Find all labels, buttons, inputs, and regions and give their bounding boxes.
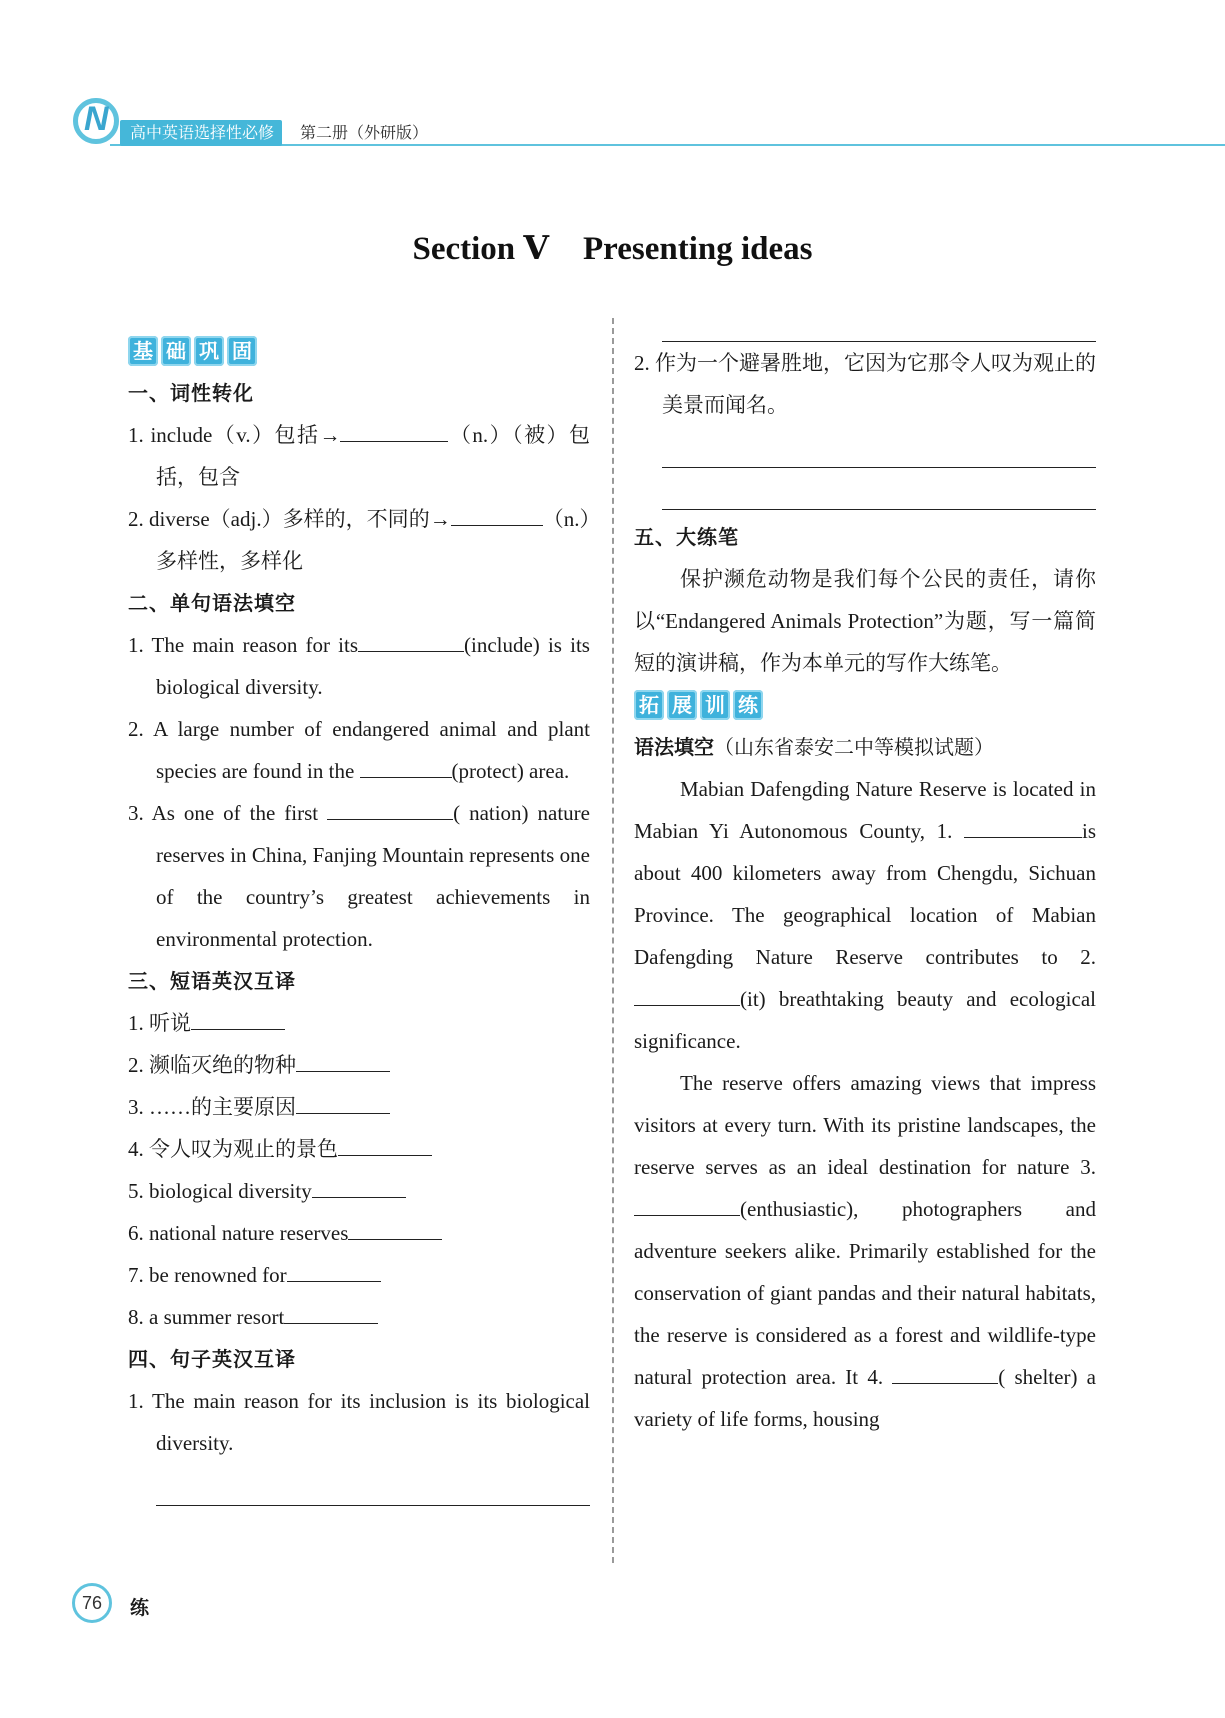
item-text: 2. A large number of endangered animal and plant species are found in the — [128, 717, 590, 783]
column-divider — [612, 318, 614, 1563]
item-text: (protect) area. — [451, 759, 570, 783]
exercise-item — [128, 414, 590, 498]
fill-blank[interactable] — [634, 1193, 740, 1216]
fill-blank[interactable] — [327, 797, 453, 820]
passage-text: (enthusiastic), photographers and adventure seekers alike. Primarily established for the conservation of giant pandas and their natural habitats, the reserve is considered as a forest and wildlife-type natural protection area. It 4. — [634, 1197, 1096, 1389]
answer-line[interactable] — [662, 300, 1096, 342]
badge-basic — [128, 336, 257, 366]
fill-blank[interactable] — [284, 1301, 378, 1324]
passage-text: ( shelter) a variety of life forms, housing — [634, 1365, 1096, 1431]
badge-char: 训 — [700, 690, 730, 720]
badge-char: 基 — [128, 336, 158, 366]
section-title — [0, 228, 1225, 268]
answer-line[interactable] — [662, 468, 1096, 510]
fill-blank[interactable] — [892, 1361, 998, 1384]
sentence-item: 2. 作为一个避暑胜地，它因为它那令人叹为观止的美景而闻名。 — [634, 351, 1096, 417]
badge-char: 展 — [667, 690, 697, 720]
writing-prompt: 保护濒危动物是我们每个公民的责任，请你以“Endangered Animals Protection”为题，写一篇简短的演讲稿，作为本单元的写作大练笔。 — [634, 567, 1096, 675]
badge-char: 巩 — [194, 336, 224, 366]
exercise-item — [128, 708, 590, 792]
phrase-item — [128, 1086, 590, 1128]
passage-text: The reserve offers amazing views that impress visitors at every turn. With its pristine landscapes, the reserve serves as an ideal destination for nature 3. — [634, 1071, 1096, 1179]
cloze-title: 语法填空 — [634, 735, 714, 759]
phrase-item — [128, 1170, 590, 1212]
right-column — [634, 300, 1096, 1440]
fill-blank[interactable] — [634, 983, 740, 1006]
item-text: （n.）多样性，多样化 — [156, 507, 591, 573]
heading-grammar-fill: 二、单句语法填空 — [128, 591, 296, 615]
heading-word-forms: 一、词性转化 — [128, 381, 254, 405]
fill-blank[interactable] — [360, 755, 452, 778]
badge-char: 拓 — [634, 690, 664, 720]
item-text: 2. 濒临灭绝的物种 — [128, 1053, 296, 1077]
item-text: （n.）（被）包括，包含 — [156, 423, 591, 489]
item-text: 1. The main reason for its — [128, 633, 358, 657]
heading-writing: 五、大练笔 — [634, 525, 739, 549]
phrase-item — [128, 1002, 590, 1044]
fill-blank[interactable] — [296, 1049, 390, 1072]
cloze-paragraph-2 — [634, 1062, 1096, 1440]
exercise-item — [128, 498, 590, 582]
page-number: 76 — [72, 1583, 112, 1623]
fill-blank[interactable] — [312, 1175, 406, 1198]
cloze-paragraph-1 — [634, 768, 1096, 1062]
exercise-item — [128, 792, 590, 960]
item-text: 1. include（v.）包括→ — [128, 423, 341, 447]
item-text: 4. 令人叹为观止的景色 — [128, 1137, 338, 1161]
phrase-item — [128, 1128, 590, 1170]
fill-blank[interactable] — [338, 1133, 432, 1156]
fill-blank[interactable] — [964, 815, 1082, 838]
section-number: Section Ⅴ — [412, 231, 550, 267]
passage-text: is about 400 kilometers away from Chengdu, Sichuan Province. The geographical location of Mabian Dafengding Nature Reserve contributes to 2. — [634, 819, 1096, 969]
item-text: 5. biological diversity — [128, 1179, 312, 1203]
item-text: 3. As one of the first — [128, 801, 328, 825]
phrase-item — [128, 1296, 590, 1338]
heading-grammar-cloze — [634, 726, 1096, 768]
item-text: (include) is its biological diversity. — [156, 633, 590, 699]
item-text: 7. be renowned for — [128, 1263, 287, 1287]
passage-text: (it) breathtaking beauty and ecological significance. — [634, 987, 1096, 1053]
heading-sentence-translation: 四、句子英汉互译 — [128, 1347, 296, 1371]
exercise-item — [128, 624, 590, 708]
answer-line[interactable] — [156, 1464, 590, 1506]
footer-label: 练 — [130, 1597, 150, 1619]
badge-char: 础 — [161, 336, 191, 366]
phrase-item — [128, 1044, 590, 1086]
answer-line[interactable] — [662, 426, 1096, 468]
left-column — [128, 330, 590, 1506]
fill-blank[interactable] — [348, 1217, 442, 1240]
heading-phrase-translation: 三、短语英汉互译 — [128, 969, 296, 993]
badge-char: 固 — [227, 336, 257, 366]
fill-blank[interactable] — [287, 1259, 381, 1282]
fill-blank[interactable] — [340, 419, 448, 442]
passage-text: Mabian Dafengding Nature Reserve is located in Mabian Yi Autonomous County, 1. — [634, 777, 1096, 843]
item-text: 8. a summer resort — [128, 1305, 285, 1329]
fill-blank[interactable] — [358, 629, 464, 652]
phrase-item — [128, 1254, 590, 1296]
page-header — [0, 0, 1225, 160]
book-volume: 第二册（外研版） — [300, 123, 429, 142]
section-name: Presenting ideas — [583, 231, 813, 267]
logo-letter: N — [84, 100, 109, 138]
book-title: 高中英语选择性必修 — [120, 120, 282, 146]
sentence-item: 1. The main reason for its inclusion is its biological diversity. — [128, 1389, 590, 1455]
cloze-source: （山东省泰安二中等模拟试题） — [714, 735, 994, 759]
item-text: 3. ……的主要原因 — [128, 1095, 296, 1119]
fill-blank[interactable] — [451, 503, 543, 526]
badge-char: 练 — [733, 690, 763, 720]
item-text: 1. 听说 — [128, 1011, 191, 1035]
item-text: ( nation) nature reserves in China, Fanjing Mountain represents one of the country’s greatest achievements in environmental protection. — [156, 801, 590, 951]
badge-extend — [634, 690, 763, 720]
item-text: 2. diverse（adj.）多样的，不同的→ — [128, 507, 451, 531]
fill-blank[interactable] — [191, 1007, 285, 1030]
fill-blank[interactable] — [296, 1091, 390, 1114]
phrase-item — [128, 1212, 590, 1254]
item-text: 6. national nature reserves — [128, 1221, 349, 1245]
